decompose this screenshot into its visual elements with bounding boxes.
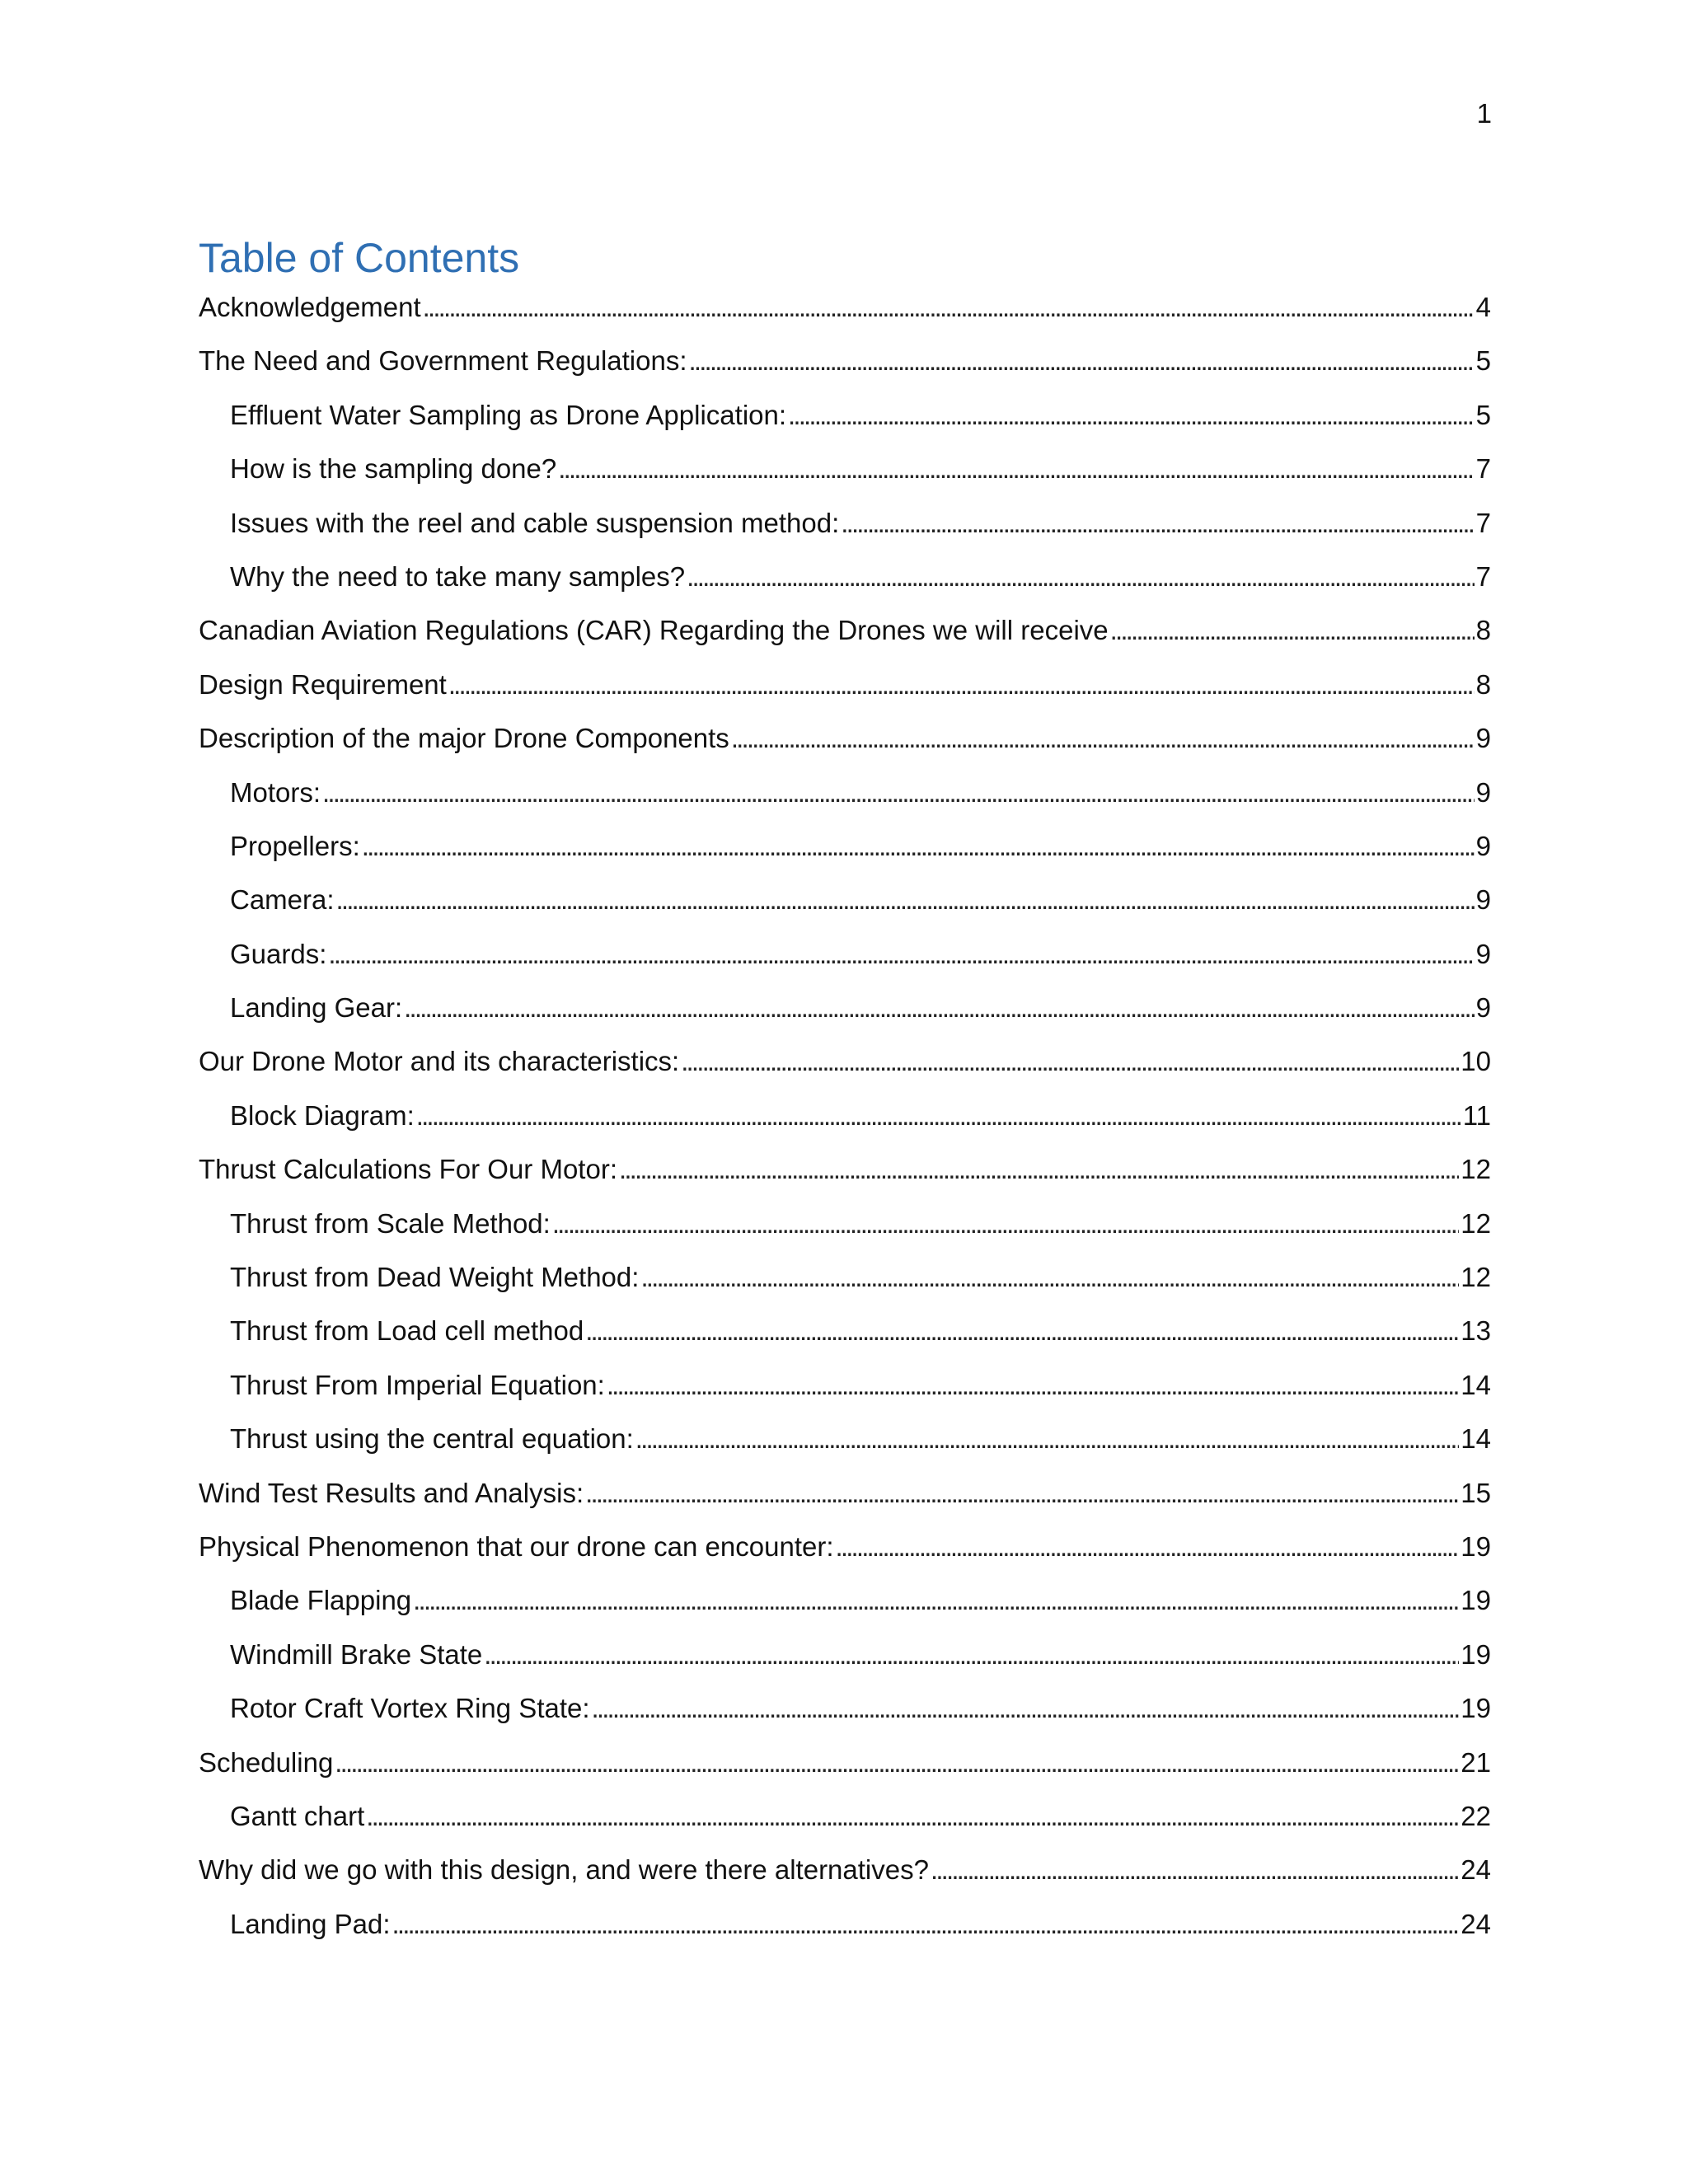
toc-entry-page-number[interactable]: 5 (1475, 345, 1491, 377)
toc-entry-title[interactable]: Guards: (230, 938, 327, 969)
toc-entry[interactable] (199, 339, 1491, 392)
toc-entry-title[interactable]: Thrust using the central equation: (230, 1423, 634, 1455)
toc-entry-title[interactable]: Blade Flapping (230, 1585, 412, 1616)
toc-dot-leader (841, 501, 1474, 545)
toc-entry-title[interactable]: Scheduling (199, 1746, 334, 1778)
toc-dot-leader (836, 1525, 1460, 1568)
toc-dot-leader (592, 1686, 1460, 1730)
toc-entry[interactable] (199, 285, 1491, 339)
toc-entry[interactable] (199, 1633, 1491, 1686)
toc-entry-title[interactable]: Motors: (230, 776, 321, 808)
toc-entry-page-number[interactable]: 15 (1461, 1477, 1491, 1508)
toc-dot-leader (416, 1094, 1461, 1137)
toc-dot-leader (788, 393, 1475, 437)
toc-entry[interactable] (199, 1363, 1491, 1417)
toc-entry[interactable] (199, 1309, 1491, 1362)
toc-dot-leader (404, 986, 1474, 1029)
toc-entry-title[interactable]: Landing Gear: (230, 992, 403, 1024)
toc-entry-page-number[interactable]: 14 (1461, 1423, 1491, 1455)
toc-entry-page-number[interactable]: 19 (1461, 1638, 1491, 1670)
toc-entry[interactable] (199, 878, 1491, 931)
toc-dot-leader (322, 771, 1475, 814)
toc-dot-leader (640, 1255, 1459, 1299)
toc-dot-leader (585, 1471, 1459, 1515)
toc-entry-title[interactable]: Wind Test Results and Analysis: (199, 1477, 584, 1508)
toc-entry-title[interactable]: Thrust from Load cell method (230, 1315, 584, 1347)
toc-entry[interactable] (199, 1255, 1491, 1309)
toc-entry-page-number[interactable]: 22 (1461, 1800, 1491, 1831)
toc-dot-leader (484, 1633, 1459, 1676)
toc-entry[interactable] (199, 608, 1491, 662)
toc-entry-page-number[interactable]: 12 (1461, 1262, 1491, 1293)
toc-entry-title[interactable]: Windmill Brake State (230, 1638, 483, 1670)
toc-entry[interactable] (199, 1741, 1491, 1794)
toc-entry-title[interactable]: Block Diagram: (230, 1099, 415, 1131)
toc-dot-leader (552, 1202, 1459, 1245)
toc-entry-page-number[interactable]: 12 (1461, 1207, 1491, 1239)
toc-entry-page-number[interactable]: 9 (1475, 776, 1491, 808)
toc-entry-title[interactable]: Thrust From Imperial Equation: (230, 1369, 605, 1400)
toc-entry[interactable] (199, 1525, 1491, 1578)
toc-dot-leader (448, 663, 1475, 706)
toc-entry-title[interactable]: Thrust Calculations For Our Motor: (199, 1154, 617, 1185)
toc-entry[interactable] (199, 716, 1491, 770)
toc-title: Table of Contents (199, 235, 520, 281)
toc-entry-title[interactable]: Propellers: (230, 830, 360, 861)
toc-entry-page-number[interactable]: 7 (1475, 560, 1491, 592)
toc-entry-page-number[interactable]: 9 (1475, 992, 1491, 1024)
toc-entry[interactable] (199, 501, 1491, 555)
toc-entry-page-number[interactable]: 13 (1461, 1315, 1491, 1347)
toc-entry-title[interactable]: The Need and Government Regulations: (199, 345, 687, 377)
toc-entry[interactable] (199, 771, 1491, 824)
toc-dot-leader (689, 339, 1475, 382)
toc-dot-leader (423, 285, 1475, 329)
toc-entry-page-number[interactable]: 19 (1461, 1530, 1491, 1562)
toc-entry[interactable] (199, 1794, 1491, 1848)
toc-entry[interactable] (199, 555, 1491, 608)
toc-entry-title[interactable]: Camera: (230, 884, 335, 916)
toc-entry[interactable] (199, 1686, 1491, 1740)
toc-dot-leader (335, 1741, 1459, 1784)
toc-entry-page-number[interactable]: 5 (1475, 399, 1491, 430)
toc-dot-leader (336, 878, 1475, 921)
toc-dot-leader (366, 1794, 1459, 1838)
toc-entry-page-number[interactable]: 21 (1461, 1746, 1491, 1778)
toc-entry-page-number[interactable]: 9 (1475, 884, 1491, 916)
toc-entry[interactable] (199, 824, 1491, 878)
toc-entry-page-number[interactable]: 8 (1475, 615, 1491, 646)
toc-entry-page-number[interactable]: 7 (1475, 507, 1491, 538)
toc-dot-leader (1110, 608, 1475, 652)
toc-dot-leader (687, 555, 1475, 598)
toc-entry[interactable] (199, 1039, 1491, 1093)
toc-entry-page-number[interactable]: 19 (1461, 1585, 1491, 1616)
toc-entry-title[interactable]: Canadian Aviation Regulations (CAR) Regarding the Drones we will receive (199, 615, 1109, 646)
toc-entry-page-number[interactable]: 19 (1461, 1693, 1491, 1724)
toc-entry-title[interactable]: Issues with the reel and cable suspension method: (230, 507, 840, 538)
toc-entry-title[interactable]: Description of the major Drone Components (199, 723, 729, 754)
toc-entry-page-number[interactable]: 14 (1461, 1369, 1491, 1400)
toc-entry-page-number[interactable]: 4 (1475, 292, 1491, 322)
toc-dot-leader (619, 1147, 1459, 1191)
toc-entry-title[interactable]: How is the sampling done? (230, 453, 557, 485)
toc-entry-title[interactable]: Acknowledgement (199, 292, 421, 322)
toc-dot-leader (328, 932, 1474, 976)
toc-entry-page-number[interactable]: 7 (1475, 453, 1491, 485)
toc-entry-title[interactable]: Why did we go with this design, and were there alternatives? (199, 1854, 929, 1886)
toc-entry-title[interactable]: Effluent Water Sampling as Drone Application: (230, 399, 787, 430)
toc-dot-leader (362, 824, 1475, 868)
toc-entry-page-number[interactable]: 8 (1475, 668, 1491, 700)
toc-entry-title[interactable]: Thrust from Scale Method: (230, 1207, 551, 1239)
toc-entry[interactable] (199, 1902, 1491, 1956)
toc-entry[interactable] (199, 393, 1491, 447)
toc-entry[interactable] (199, 932, 1491, 986)
toc-dot-leader (585, 1309, 1459, 1352)
toc-entry-page-number[interactable]: 9 (1475, 723, 1491, 754)
toc-entry[interactable] (199, 447, 1491, 500)
toc-entry-page-number[interactable]: 11 (1462, 1099, 1491, 1131)
toc-entry-title[interactable]: Gantt chart (230, 1800, 365, 1831)
toc-entry[interactable] (199, 1848, 1491, 1901)
toc-entry[interactable] (199, 986, 1491, 1039)
toc-entry[interactable] (199, 1417, 1491, 1470)
toc-entry-page-number[interactable]: 10 (1461, 1046, 1491, 1077)
toc-entry-page-number[interactable]: 9 (1475, 830, 1491, 861)
toc-entry-title[interactable]: Rotor Craft Vortex Ring State: (230, 1693, 590, 1724)
toc-entry-title[interactable]: Design Requirement (199, 668, 447, 700)
toc-entry-title[interactable]: Landing Pad: (230, 1908, 391, 1939)
toc-entry-page-number[interactable]: 9 (1475, 938, 1491, 969)
toc-entry-title[interactable]: Our Drone Motor and its characteristics: (199, 1046, 680, 1077)
toc-dot-leader (931, 1848, 1459, 1891)
toc-entry-page-number[interactable]: 24 (1461, 1854, 1491, 1886)
toc-entry-title[interactable]: Why the need to take many samples? (230, 560, 686, 592)
toc-entry[interactable] (199, 1202, 1491, 1255)
toc-entry[interactable] (199, 1471, 1491, 1525)
toc-list (199, 285, 1491, 1956)
toc-dot-leader (731, 716, 1475, 760)
toc-dot-leader (607, 1363, 1459, 1407)
toc-dot-leader (413, 1578, 1459, 1622)
toc-entry-title[interactable]: Physical Phenomenon that our drone can encounter: (199, 1530, 834, 1562)
toc-entry[interactable] (199, 663, 1491, 716)
toc-dot-leader (681, 1039, 1459, 1083)
toc-entry[interactable] (199, 1147, 1491, 1201)
toc-dot-leader (635, 1417, 1459, 1460)
toc-entry[interactable] (199, 1094, 1491, 1147)
page-number: 1 (1476, 98, 1492, 129)
toc-entry-title[interactable]: Thrust from Dead Weight Method: (230, 1262, 640, 1293)
toc-entry-page-number[interactable]: 12 (1461, 1154, 1491, 1185)
toc-dot-leader (392, 1902, 1460, 1946)
toc-entry[interactable] (199, 1578, 1491, 1632)
toc-dot-leader (558, 447, 1474, 490)
toc-entry-page-number[interactable]: 24 (1461, 1908, 1491, 1939)
